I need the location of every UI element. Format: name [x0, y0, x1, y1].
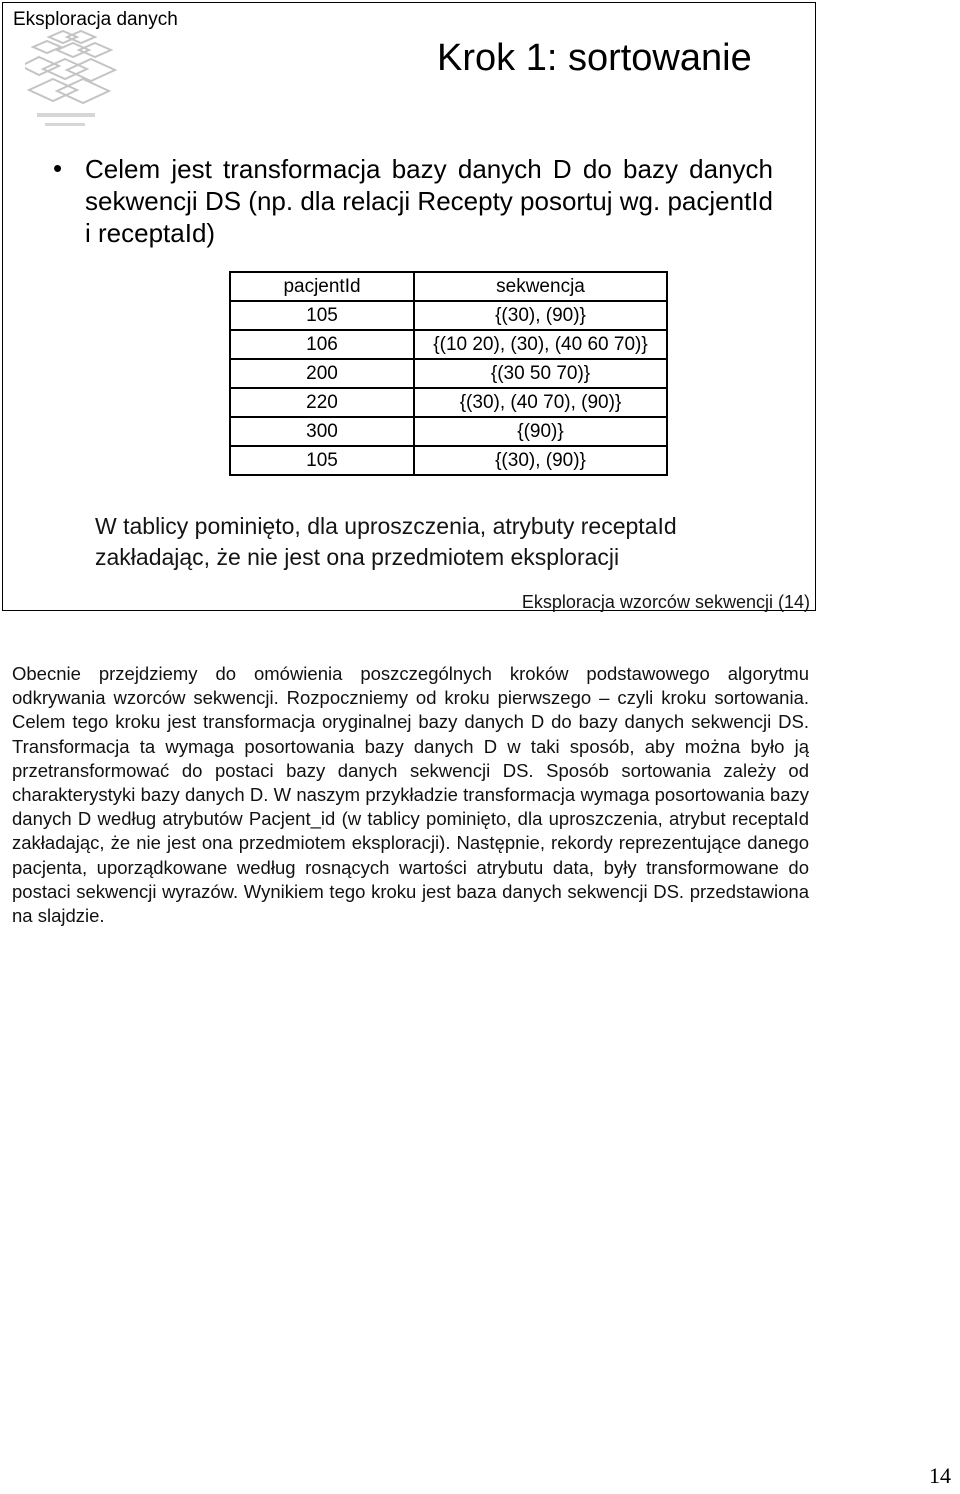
slide-title: Krok 1: sortowanie [437, 37, 752, 79]
table-row [230, 330, 667, 359]
table-cell: 220 [230, 388, 414, 417]
slide-frame [2, 2, 816, 611]
table-row [230, 417, 667, 446]
table-cell: 106 [230, 330, 414, 359]
table-cell: {(30), (90)} [414, 301, 667, 330]
table-cell: 105 [230, 446, 414, 475]
bullet-text: Celem jest transformacja bazy danych D do bazy danych sekwencji DS (np. dla relacji Recepty posortuj wg. pacjentId i receptaId) [85, 154, 773, 248]
table-row [230, 446, 667, 475]
table-header-row [230, 272, 667, 301]
page-number: 14 [929, 1463, 951, 1488]
slide-header: Eksploracja danych [13, 9, 178, 30]
bullet-icon: • [53, 153, 63, 183]
body-paragraph: Obecnie przejdziemy do omówienia poszczególnych kroków podstawowego algorytmu odkrywania wzorców sekwencji. Rozpoczniemy od kroku pierwszego – czyli kroku sortowania. Celem tego kroku jest transformacja oryginalnej bazy danych D do bazy danych sekwencji DS. Transformacja ta wymaga posortowania bazy danych D w taki sposób, aby można było ją przetransformować do postaci bazy danych sekwencji DS. Sposób sortowania zależy od charakterystyki bazy danych D. W naszym przykładzie transformacja wymaga posortowania bazy danych D według atrybutów Pacjent_id (w tablicy pominięto, dla uproszczenia, atrybut receptaId zakładając, że nie jest ona przedmiotem eksploracji). Następnie, rekordy reprezentujące danego pacjenta, uporządkowane według rosnących wartości atrybutu data, były transformowane do postaci sekwencji wyrazów. Wynikiem tego kroku jest baza danych sekwencji DS. przedstawiona na slajdzie. [12, 663, 809, 927]
slide-note: W tablicy pominięto, dla uproszczenia, atrybuty receptaId zakładając, że nie jest ona przedmiotem eksploracji [95, 513, 677, 570]
table-cell: 200 [230, 359, 414, 388]
table-cell: {(30 50 70)} [414, 359, 667, 388]
column-header: sekwencja [414, 272, 667, 301]
slide-footer: Eksploracja wzorców sekwencji (14) [521, 592, 810, 612]
table-row [230, 359, 667, 388]
sequence-table [229, 271, 668, 476]
table-row [230, 388, 667, 417]
table-cell: 105 [230, 301, 414, 330]
table-cell: {(10 20), (30), (40 60 70)} [414, 330, 667, 359]
table-row [230, 301, 667, 330]
table-cell: {(90)} [414, 417, 667, 446]
logo-icon [25, 23, 121, 135]
table-cell: 300 [230, 417, 414, 446]
table-cell: {(30), (90)} [414, 446, 667, 475]
column-header: pacjentId [230, 272, 414, 301]
table-cell: {(30), (40 70), (90)} [414, 388, 667, 417]
